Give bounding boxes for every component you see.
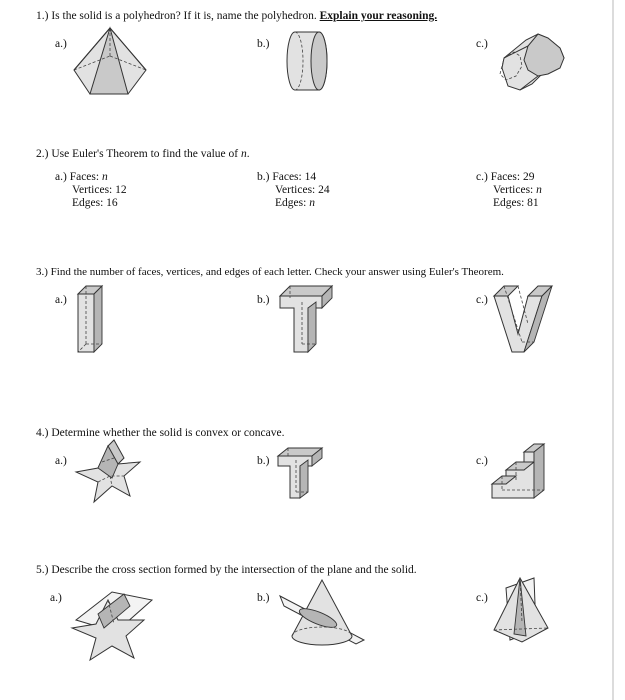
page-edge: [612, 0, 614, 700]
t-solid-figure: [276, 444, 328, 500]
cone-plane-figure: [278, 578, 366, 650]
q2c-label: c.): [476, 171, 488, 183]
question-1-text: 1.) Is the solid is a polyhedron? If it is, name the polyhedron.: [36, 10, 320, 22]
star-plane-figure: [68, 584, 154, 660]
letter-v-figure: [492, 282, 554, 354]
question-2-period: .: [246, 148, 250, 160]
q2c-vertices-label: Vertices:: [493, 184, 534, 196]
q2b-faces: Faces: 14: [272, 171, 317, 183]
q2a-label: a.): [55, 171, 67, 183]
star-prism-figure: [74, 438, 144, 506]
q2b-edges-value: n: [309, 197, 315, 209]
pyramid-figure: [70, 26, 150, 98]
q3-label-b: b.): [257, 294, 270, 306]
q1-label-c: c.): [476, 38, 488, 50]
q3-label-a: a.): [55, 294, 67, 306]
letter-t-figure: [278, 284, 336, 354]
q2c-faces: Faces: 29: [490, 171, 535, 183]
q2a-faces-value: n: [101, 171, 108, 183]
q4-label-b: b.): [257, 455, 270, 467]
q2b-label: b.): [257, 171, 270, 183]
step-solid-figure: [490, 440, 548, 500]
q5-label-b: b.): [257, 592, 270, 604]
q4-label-c: c.): [476, 455, 488, 467]
cylinder-figure: [285, 28, 331, 94]
q2a-vertices: Vertices: 12: [72, 184, 127, 196]
q2c-vertices-value: n: [536, 184, 542, 196]
q5-label-c: c.): [476, 592, 488, 604]
pyramid-plane-figure: [490, 574, 552, 646]
q2c-edges: Edges: 81: [493, 197, 539, 209]
question-2-variable: n: [240, 148, 247, 160]
q2a-edges: Edges: 16: [72, 197, 118, 209]
q3-label-c: c.): [476, 294, 488, 306]
question-1-prompt: [36, 10, 437, 22]
q2-part-c: [476, 171, 542, 210]
q2-part-b: [257, 171, 330, 210]
question-4-prompt: 4.) Determine whether the solid is convex or concave.: [36, 427, 285, 439]
q4-label-a: a.): [55, 455, 67, 467]
q5-label-a: a.): [50, 592, 62, 604]
q1-label-b: b.): [257, 38, 270, 50]
q1-label-a: a.): [55, 38, 67, 50]
question-2-text: 2.) Use Euler's Theorem to find the value of: [36, 148, 241, 160]
q2b-vertices: Vertices: 24: [275, 184, 330, 196]
question-5-prompt: 5.) Describe the cross section formed by the intersection of the plane and the solid.: [36, 564, 417, 576]
q2b-edges-label: Edges:: [275, 197, 307, 209]
question-2-prompt: [36, 148, 250, 160]
question-3-prompt: 3.) Find the number of faces, vertices, and edges of each letter. Check your answer using Euler's Theorem.: [36, 266, 504, 278]
q2-part-a: [55, 171, 127, 210]
q2a-faces-label: Faces:: [69, 171, 100, 183]
letter-i-figure: [76, 284, 106, 354]
octagonal-prism-figure: [498, 24, 570, 96]
question-1-emphasis: Explain your reasoning.: [319, 10, 438, 22]
